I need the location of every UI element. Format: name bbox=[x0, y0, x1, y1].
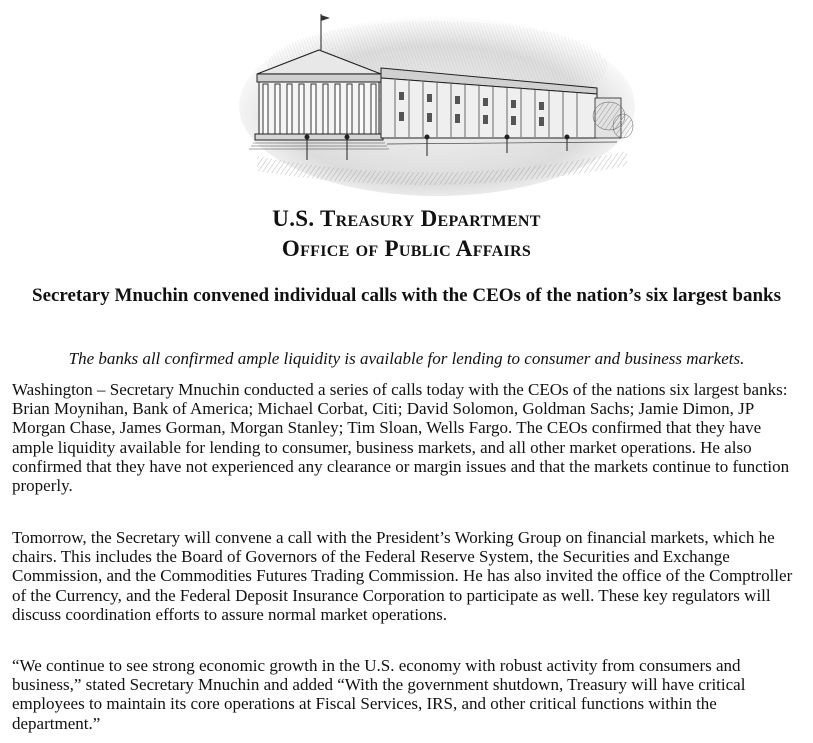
office-title: Office of Public Affairs bbox=[281, 236, 532, 261]
body-paragraph: Washington – Secretary Mnuchin conducted a series of calls today with the CEOs of the nations six largest banks: Brian Moynihan, Bank of America; Michael Corbat, Citi; David Solomon, Goldman Sachs; Jamie Dimon, JP Morgan Chase, James Gorman, Morgan Stanley; Tim Sloan, Wells Fargo. The CEOs confirmed that they have ample liquidity available for lending to consumer, business markets, and all other market operations. He also confirmed that they have not experienced any clearance or margin issues and that the markets continue to function properly. bbox=[12, 380, 790, 496]
body-paragraph: Tomorrow, the Secretary will convene a call with the President’s Working Group on financial markets, which he chairs. This includes the Board of Governors of the Federal Reserve System, the Securities and Exchange Commission, and the Commodities Futures Trading Commission. He has also invited the office of the Comptroller of the Currency, and the Federal Deposit Insurance Corporation to participate as well. These key regulators will discuss coordination efforts to assure normal market operations. bbox=[12, 528, 793, 624]
press-release-subheadline: The banks all confirmed ample liquidity is available for lending to consumer and business markets. bbox=[68, 349, 745, 368]
treasury-building-engraving bbox=[237, 6, 637, 196]
body-paragraph: “We continue to see strong economic growth in the U.S. economy with robust activity from consumers and business,” stated Secretary Mnuchin and added “With the government shutdown, Treasury will have critical employees to maintain its core operations at Fiscal Services, IRS, and other critical functions within the department.” bbox=[12, 656, 746, 733]
department-title: U.S. Treasury Department bbox=[272, 206, 541, 231]
press-release-headline: Secretary Mnuchin convened individual calls with the CEOs of the nation’s six largest banks bbox=[32, 285, 781, 306]
